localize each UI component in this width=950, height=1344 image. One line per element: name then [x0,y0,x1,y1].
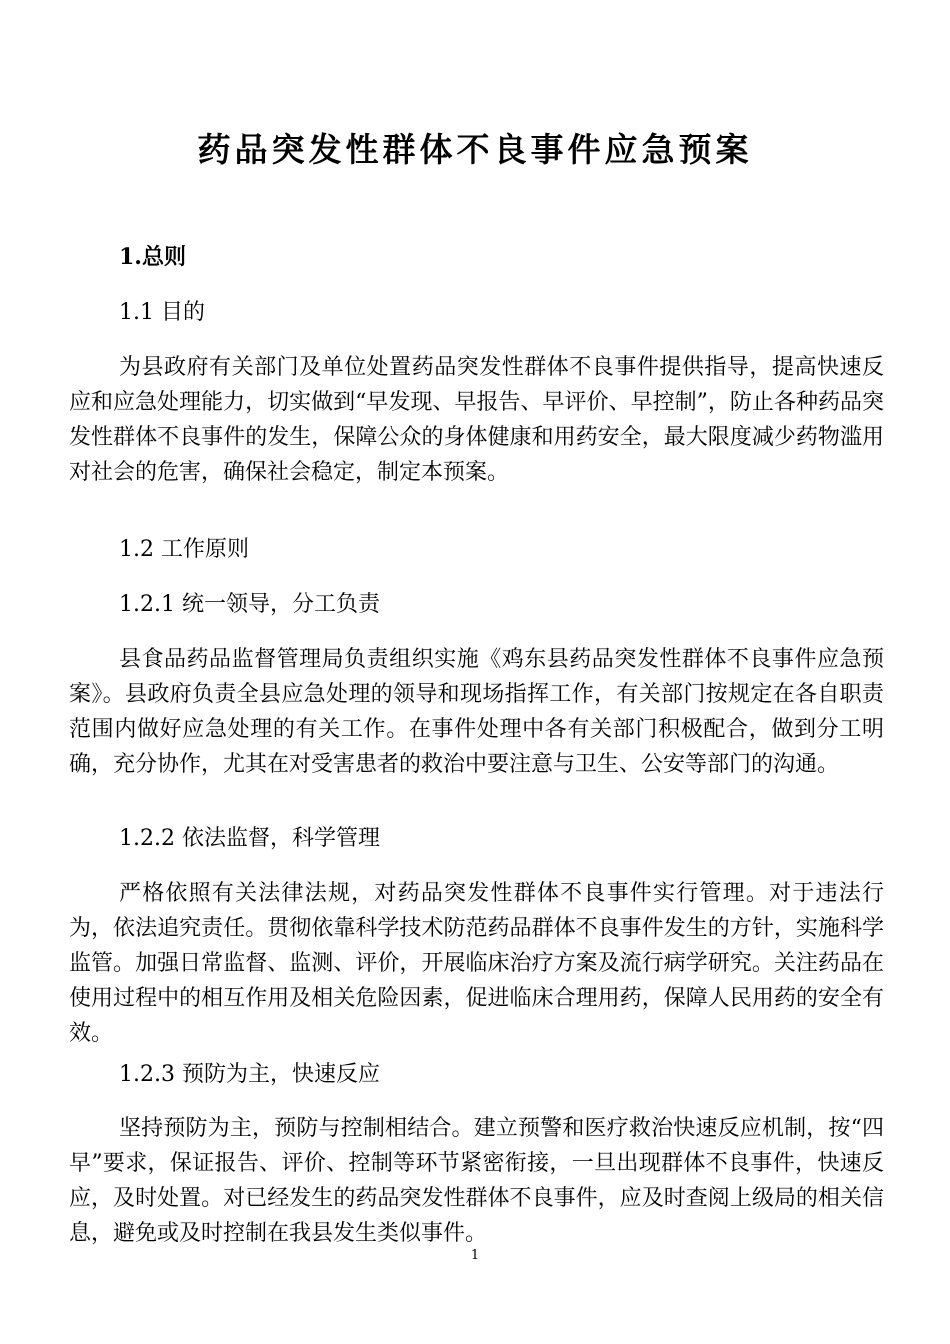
section-heading-unified-leadership: 1.2.1 统一领导，分工负责 [119,592,380,617]
section-heading-purpose: 1.1 目的 [119,300,205,325]
page-number: 1 [470,1248,480,1263]
paragraph-prevention-first: 坚持预防为主，预防与控制相结合。建立预警和医疗救治快速反应机制，按“四早”要求，保证报告、评价、控制等环节紧密衔接，一旦出现群体不良事件，快速反应，及时处置。对已经发生的药品突发性群体不良事件，应及时查阅上级局的相关信息，避免或及时控制在我县发生类似事件。 [69,1116,884,1246]
paragraph-lawful-supervision: 严格依照有关法律法规，对药品突发性群体不良事件实行管理。对于违法行为，依法追究责任。贯彻依靠科学技术防范药品群体不良事件发生的方针，实施科学监管。加强日常监督、监测、评价，开展临床治疗方案及流行病学研究。关注药品在使用过程中的相互作用及相关危险因素，促进临床合理用药，保障人民用药的安全有效。 [69,881,884,1046]
document-title: 药品突发性群体不良事件应急预案 [197,130,753,169]
paragraph-purpose: 为县政府有关部门及单位处置药品突发性群体不良事件提供指导，提高快速反应和应急处理能力，切实做到“早发现、早报告、早评价、早控制”，防止各种药品突发性群体不良事件的发生，保障公众的身体健康和用药安全，最大限度减少药物滥用对社会的危害，确保社会稳定，制定本预案。 [69,355,884,485]
section-heading-prevention-first: 1.2.3 预防为主，快速反应 [119,1062,380,1087]
section-heading-principles: 1.2 工作原则 [119,537,249,562]
section-heading-general: 1.总则 [119,244,186,270]
paragraph-unified-leadership: 县食品药品监督管理局负责组织实施《鸡东县药品突发性群体不良事件应急预案》。县政府负责全县应急处理的领导和现场指挥工作，有关部门按规定在各自职责范围内做好应急处理的有关工作。在事件处理中各有关部门积极配合，做到分工明确，充分协作，尤其在对受害患者的救治中要注意与卫生、公安等部门的沟通。 [69,647,884,777]
section-heading-lawful-supervision: 1.2.2 依法监督，科学管理 [119,826,380,851]
